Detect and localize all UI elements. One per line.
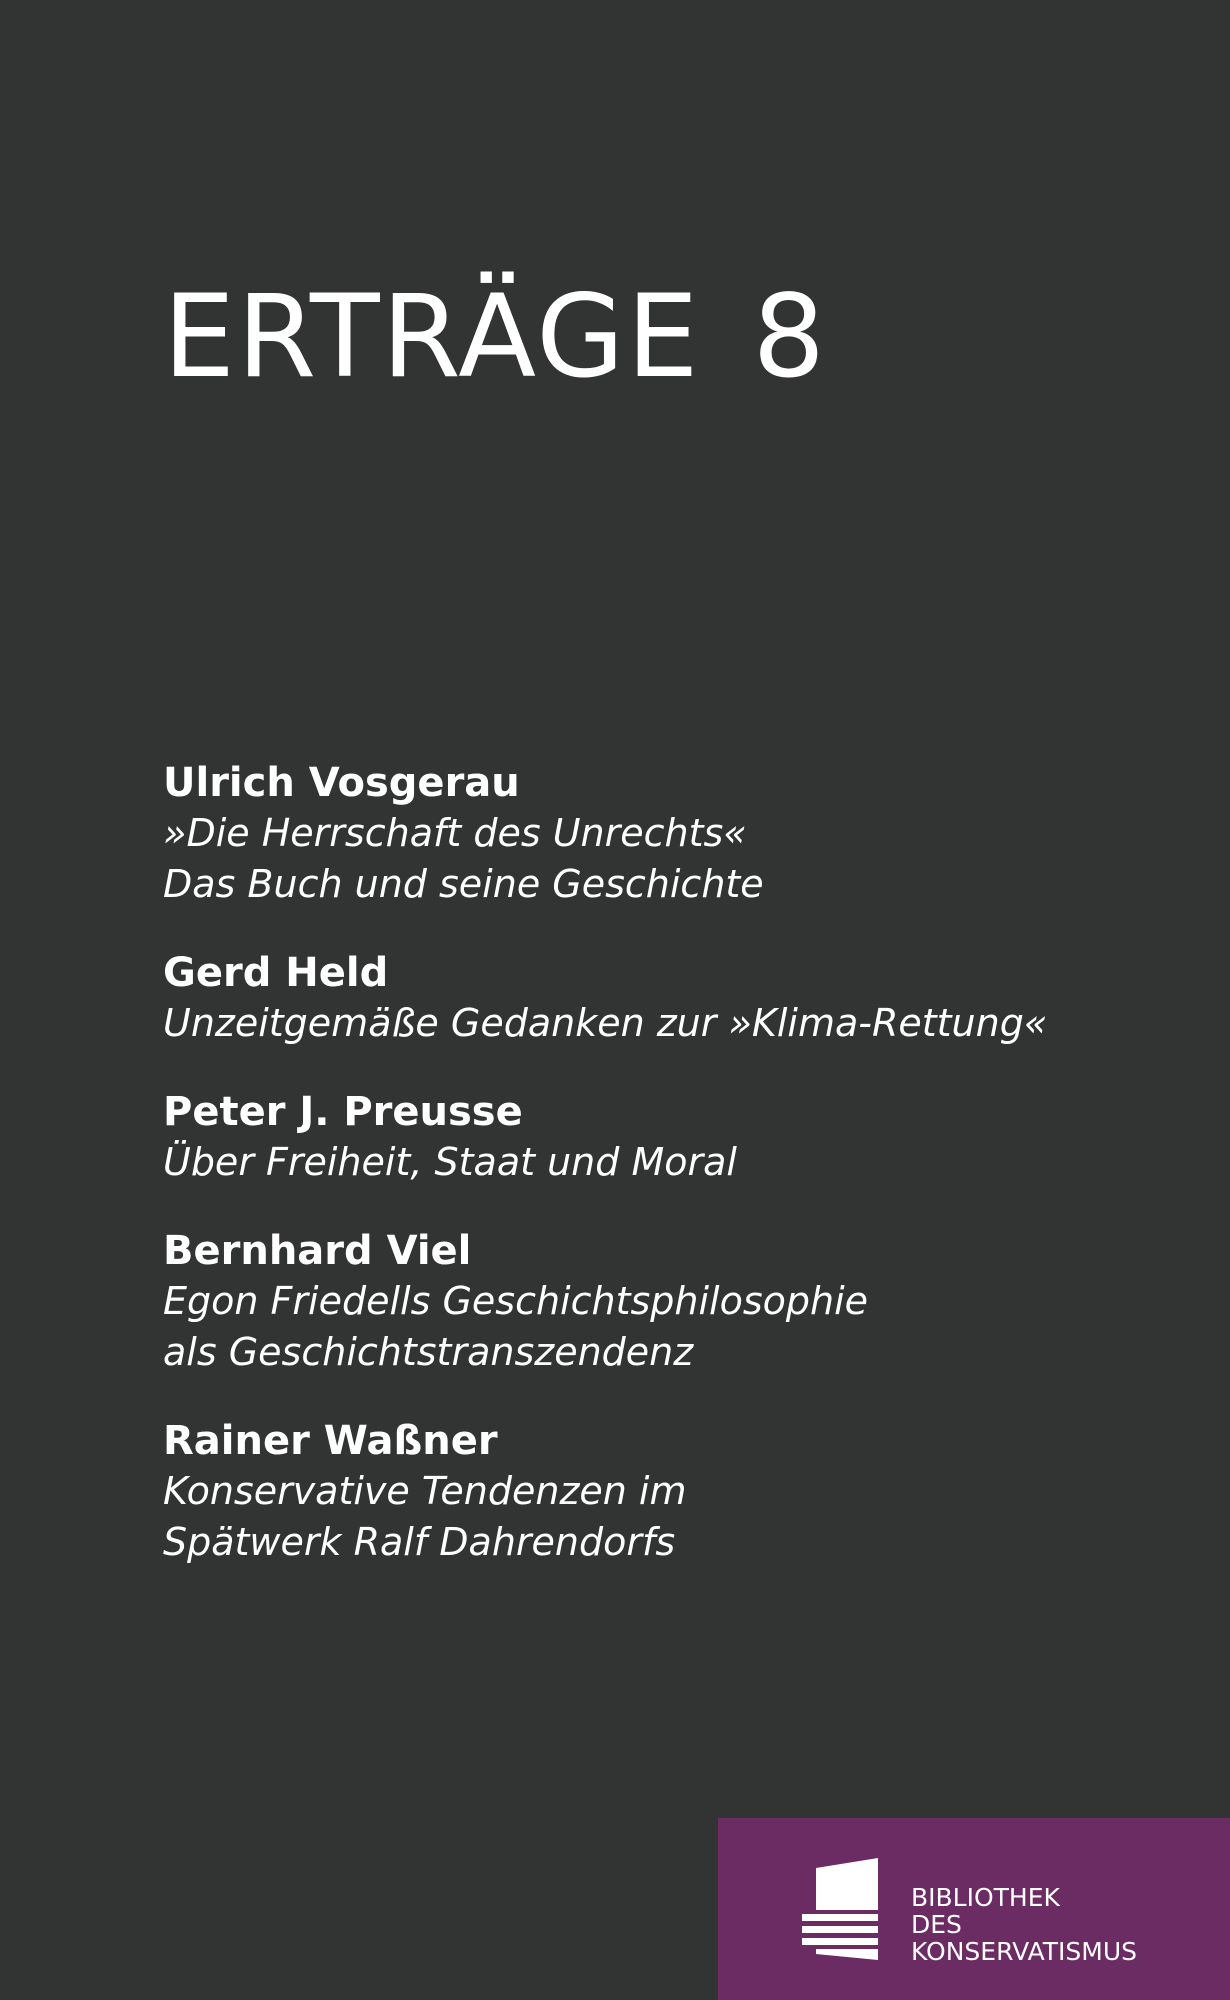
contents-entry-held (163, 948, 1163, 1049)
entry-author: Peter J. Preusse (163, 1089, 523, 1135)
entry-author: Rainer Waßner (163, 1418, 498, 1464)
entry-author: Bernhard Viel (163, 1228, 472, 1274)
publisher-name (911, 1884, 1137, 1965)
entry-title-line: Spätwerk Ralf Dahrendorfs (163, 1520, 676, 1564)
series-title (163, 270, 828, 403)
publisher-box (718, 1818, 1230, 2000)
table-of-contents (163, 758, 1163, 1606)
contents-entry-vosgerau (163, 758, 1163, 910)
contents-entry-wassner (163, 1416, 1163, 1568)
publisher-name-line: BIBLIOTHEK (911, 1883, 1060, 1912)
entry-title-line: »Die Herrschaft des Unrechts« (163, 811, 747, 855)
contents-entry-preusse (163, 1087, 1163, 1188)
entry-author: Ulrich Vosgerau (163, 760, 520, 806)
publisher-name-line: KONSERVATISMUS (911, 1937, 1137, 1966)
entry-title-line: Das Buch und seine Geschichte (163, 862, 764, 906)
entry-title-line: Unzeitgemäße Gedanken zur »Klima-Rettung« (163, 1001, 1048, 1045)
series-number: 8 (752, 270, 828, 403)
entry-title-line: Über Freiheit, Staat und Moral (163, 1140, 737, 1184)
entry-title-line: als Geschichtstranszendenz (163, 1330, 694, 1374)
publisher-name-line: DES (911, 1910, 962, 1939)
entry-title-line: Konservative Tendenzen im (163, 1469, 687, 1513)
entry-author: Gerd Held (163, 950, 389, 996)
entry-title-line: Egon Friedells Geschichtsphilosophie (163, 1279, 869, 1323)
library-logo-icon (802, 1858, 878, 1960)
series-word: ERTRÄGE (163, 270, 701, 403)
contents-entry-viel (163, 1226, 1163, 1378)
